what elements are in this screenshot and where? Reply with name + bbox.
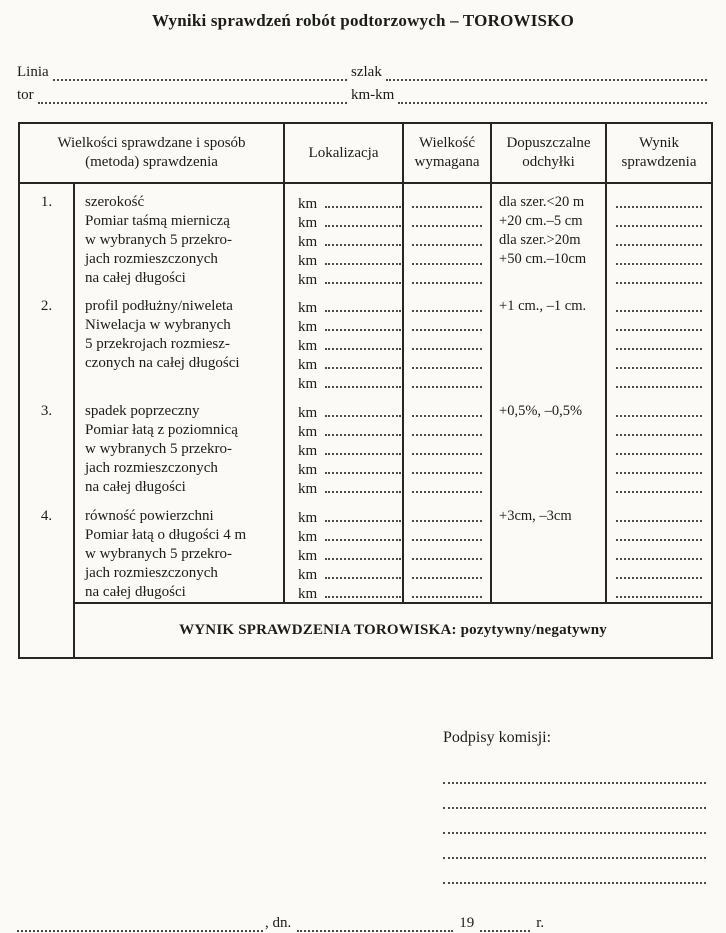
result-row-empty-cell (19, 603, 74, 658)
check-result-line (607, 478, 711, 497)
required-value-blank-dots (412, 507, 482, 522)
tor-label: tor (17, 87, 34, 103)
row-description-cell (74, 393, 284, 498)
row-location-cell (284, 183, 403, 288)
row-tolerance-cell (491, 393, 606, 498)
required-value-line (404, 421, 490, 440)
location-blank-dots (325, 316, 401, 331)
required-value-line (404, 212, 490, 231)
description-line: Niwelacja w wybranych (85, 317, 231, 333)
required-value-line (404, 354, 490, 373)
location-blank-dots (325, 440, 401, 455)
required-value-line (404, 440, 490, 459)
km-unit-label: km (298, 253, 318, 269)
check-result-blank-dots (616, 269, 702, 284)
row-number: 3. (40, 403, 53, 419)
check-result-line (607, 297, 711, 316)
description-line: 5 przekrojach rozmiesz- (85, 336, 230, 352)
check-result-blank-dots (616, 564, 702, 579)
location-line (285, 583, 402, 602)
required-value-blank-dots (412, 478, 482, 493)
required-value-line (404, 316, 490, 335)
km-unit-label: km (298, 215, 318, 231)
row-tolerance-cell (491, 183, 606, 288)
table-footer (19, 603, 712, 658)
km-unit-label: km (298, 234, 318, 250)
description-line (75, 373, 283, 392)
required-value-line (404, 583, 490, 602)
km-unit-label: km (298, 443, 318, 459)
row-number-cell (19, 498, 74, 603)
check-result-blank-dots (616, 316, 702, 331)
overall-result-text: WYNIK SPRAWDZENIA TOROWISKA: pozytywny/negatywny (74, 603, 712, 658)
header-allowed-deviations: Dopuszczalne odchyłki (491, 123, 606, 183)
row-number: 4. (40, 508, 53, 524)
tolerance-line (492, 564, 605, 583)
year-prefix: 19 (459, 915, 475, 931)
required-value-blank-dots (412, 193, 482, 208)
required-value-line (404, 507, 490, 526)
check-result-line (607, 250, 711, 269)
row-number: 2. (40, 298, 53, 314)
required-value-blank-dots (412, 440, 482, 455)
location-blank-dots (325, 564, 401, 579)
location-line (285, 250, 402, 269)
location-line (285, 526, 402, 545)
required-value-blank-dots (412, 316, 482, 331)
location-line (285, 212, 402, 231)
tolerance-line (492, 421, 605, 440)
szlak-label: szlak (351, 64, 382, 80)
dn-label: , dn. (265, 915, 292, 931)
signature-line (443, 784, 706, 809)
required-value-line (404, 459, 490, 478)
check-result-blank-dots (616, 231, 702, 246)
check-result-blank-dots (616, 354, 702, 369)
row-required-cell (403, 288, 491, 393)
header-check-result: Wynik sprawdzenia (606, 123, 712, 183)
row-result-cell (606, 393, 712, 498)
tolerance-line: +0,5%, –0,5% (499, 403, 583, 419)
km-unit-label: km (298, 376, 318, 392)
location-blank-dots (325, 402, 401, 417)
check-result-line (607, 564, 711, 583)
km-unit-label: km (298, 338, 318, 354)
signatures-block (443, 727, 706, 884)
check-result-blank-dots (616, 250, 702, 265)
row-location-cell (284, 288, 403, 393)
km-unit-label: km (298, 405, 318, 421)
description-line: na całej długości (85, 479, 186, 495)
required-value-blank-dots (412, 459, 482, 474)
row-result-cell (606, 498, 712, 603)
field-row-linia (17, 58, 711, 81)
table-row (19, 393, 712, 498)
location-blank-dots (325, 250, 401, 265)
check-result-line (607, 507, 711, 526)
tolerance-line: +50 cm.–10cm (499, 251, 587, 267)
required-value-line (404, 335, 490, 354)
location-line (285, 545, 402, 564)
km-unit-label: km (298, 510, 318, 526)
required-value-blank-dots (412, 373, 482, 388)
check-result-blank-dots (616, 402, 702, 417)
km-unit-label: km (298, 196, 318, 212)
required-value-blank-dots (412, 564, 482, 579)
location-line (285, 459, 402, 478)
required-value-line (404, 402, 490, 421)
check-result-line (607, 354, 711, 373)
signature-line (443, 834, 706, 859)
required-value-line (404, 526, 490, 545)
required-value-line (404, 478, 490, 497)
check-result-line (607, 583, 711, 602)
date-blank-line (297, 918, 453, 932)
location-blank-dots (325, 231, 401, 246)
tolerance-line: dla szer.>20m (499, 232, 581, 248)
km-unit-label: km (298, 567, 318, 583)
description-line: spadek poprzeczny (85, 403, 200, 419)
tolerance-line (492, 354, 605, 373)
table-row (19, 288, 712, 393)
tolerance-line (492, 459, 605, 478)
table-header (19, 123, 712, 183)
required-value-line (404, 297, 490, 316)
tolerance-line (492, 316, 605, 335)
location-line (285, 564, 402, 583)
required-value-blank-dots (412, 402, 482, 417)
description-line: na całej długości (85, 270, 186, 286)
check-result-line (607, 373, 711, 392)
location-line (285, 335, 402, 354)
table-row (19, 183, 712, 288)
required-value-blank-dots (412, 526, 482, 541)
location-line (285, 421, 402, 440)
location-line (285, 354, 402, 373)
required-value-line (404, 373, 490, 392)
row-result-cell (606, 183, 712, 288)
km-unit-label: km (298, 319, 318, 335)
linia-blank-line (53, 66, 347, 81)
check-result-line (607, 545, 711, 564)
location-blank-dots (325, 583, 401, 598)
location-line (285, 297, 402, 316)
check-result-blank-dots (616, 545, 702, 560)
location-blank-dots (325, 507, 401, 522)
row-number: 1. (40, 194, 53, 210)
check-result-blank-dots (616, 193, 702, 208)
tolerance-line (492, 440, 605, 459)
check-result-blank-dots (616, 440, 702, 455)
required-value-line (404, 564, 490, 583)
description-line: w wybranych 5 przekro- (85, 546, 233, 562)
required-value-blank-dots (412, 231, 482, 246)
header-checked-line1: Wielkości sprawdzane i sposób (57, 135, 246, 151)
page-title: Wyniki sprawdzeń robót podtorzowych – TOROWISKO (151, 11, 575, 30)
location-line (285, 478, 402, 497)
header-required-value: Wielkość wymagana (403, 123, 491, 183)
place-blank-line (17, 918, 263, 932)
row-result-cell (606, 288, 712, 393)
check-result-blank-dots (616, 459, 702, 474)
check-result-blank-dots (616, 526, 702, 541)
check-result-blank-dots (616, 421, 702, 436)
check-result-blank-dots (616, 335, 702, 350)
check-result-blank-dots (616, 212, 702, 227)
table-row (19, 498, 712, 603)
description-line: na całej długości (85, 584, 186, 600)
description-line: w wybranych 5 przekro- (85, 232, 233, 248)
location-blank-dots (325, 212, 401, 227)
required-value-blank-dots (412, 354, 482, 369)
row-description-cell (74, 183, 284, 288)
tolerance-line (492, 335, 605, 354)
description-line: jach rozmieszczonych (85, 460, 218, 476)
linia-label: Linia (17, 64, 49, 80)
check-result-line (607, 402, 711, 421)
check-result-blank-dots (616, 583, 702, 598)
signature-lines (443, 759, 706, 884)
row-location-cell (284, 393, 403, 498)
check-result-line (607, 335, 711, 354)
row-description-cell (74, 288, 284, 393)
tor-blank-line (38, 89, 347, 104)
location-blank-dots (325, 545, 401, 560)
tolerance-line: +20 cm.–5 cm (499, 213, 583, 229)
location-blank-dots (325, 193, 401, 208)
check-result-line (607, 421, 711, 440)
signature-line (443, 759, 706, 784)
check-result-line (607, 212, 711, 231)
required-value-blank-dots (412, 421, 482, 436)
description-line: Pomiar łatą o długości 4 m (85, 527, 247, 543)
check-result-line (607, 231, 711, 250)
header-fields (17, 58, 711, 104)
year-suffix: r. (536, 915, 545, 931)
row-required-cell (403, 183, 491, 288)
check-result-line (607, 459, 711, 478)
required-value-blank-dots (412, 212, 482, 227)
row-tolerance-cell (491, 288, 606, 393)
date-line (17, 914, 557, 932)
description-line: równość powierzchni (85, 508, 214, 524)
description-line: czonych na całej długości (85, 355, 240, 371)
location-line (285, 507, 402, 526)
signature-line (443, 859, 706, 884)
description-line: szerokość (85, 194, 145, 210)
check-result-blank-dots (616, 297, 702, 312)
location-line (285, 316, 402, 335)
location-line (285, 231, 402, 250)
location-blank-dots (325, 526, 401, 541)
required-value-blank-dots (412, 269, 482, 284)
required-value-line (404, 231, 490, 250)
description-line: jach rozmieszczonych (85, 565, 218, 581)
location-blank-dots (325, 459, 401, 474)
check-result-line (607, 440, 711, 459)
km-unit-label: km (298, 481, 318, 497)
row-required-cell (403, 393, 491, 498)
header-checked-quantities (19, 123, 284, 183)
required-value-blank-dots (412, 583, 482, 598)
km-unit-label: km (298, 300, 318, 316)
tolerance-line: dla szer.<20 m (499, 194, 585, 210)
szlak-blank-line (386, 66, 707, 81)
row-tolerance-cell (491, 498, 606, 603)
header-location: Lokalizacja (284, 123, 403, 183)
description-line: w wybranych 5 przekro- (85, 441, 233, 457)
description-line: Pomiar taśmą mierniczą (85, 213, 230, 229)
required-value-blank-dots (412, 545, 482, 560)
tolerance-line (492, 583, 605, 602)
description-line: jach rozmieszczonych (85, 251, 218, 267)
field-linia (17, 63, 351, 81)
required-value-blank-dots (412, 250, 482, 265)
row-number-cell (19, 183, 74, 288)
required-value-line (404, 250, 490, 269)
location-blank-dots (325, 478, 401, 493)
required-value-line (404, 545, 490, 564)
km-unit-label: km (298, 529, 318, 545)
location-blank-dots (325, 421, 401, 436)
km-unit-label: km (298, 462, 318, 478)
location-blank-dots (325, 335, 401, 350)
check-results-table (18, 122, 713, 659)
km-unit-label: km (298, 272, 318, 288)
tolerance-line (492, 373, 605, 392)
location-blank-dots (325, 297, 401, 312)
check-result-line (607, 269, 711, 288)
km-unit-label: km (298, 357, 318, 373)
km-unit-label: km (298, 548, 318, 564)
check-result-blank-dots (616, 478, 702, 493)
field-tor (17, 86, 351, 104)
year-blank-line (480, 918, 530, 932)
field-row-tor (17, 81, 711, 104)
tolerance-line (492, 545, 605, 564)
signatures-label: Podpisy komisji: (443, 729, 552, 746)
location-line (285, 269, 402, 288)
description-line: profil podłużny/niweleta (85, 298, 233, 314)
kmkm-label: km-km (351, 87, 395, 103)
required-value-blank-dots (412, 335, 482, 350)
tolerance-line: +1 cm., –1 cm. (499, 298, 587, 314)
location-line (285, 440, 402, 459)
description-line: Pomiar łatą z poziomnicą (85, 422, 238, 438)
tolerance-line (492, 269, 605, 288)
required-value-blank-dots (412, 297, 482, 312)
check-result-line (607, 526, 711, 545)
tolerance-line: +3cm, –3cm (499, 508, 572, 524)
check-result-line (607, 193, 711, 212)
row-required-cell (403, 498, 491, 603)
signature-line (443, 809, 706, 834)
check-result-blank-dots (616, 373, 702, 388)
km-unit-label: km (298, 424, 318, 440)
required-value-line (404, 193, 490, 212)
tolerance-line (492, 478, 605, 497)
location-line (285, 373, 402, 392)
tolerance-line (492, 526, 605, 545)
check-result-blank-dots (616, 507, 702, 522)
location-blank-dots (325, 373, 401, 388)
row-number-cell (19, 288, 74, 393)
row-number-cell (19, 393, 74, 498)
table-body (19, 183, 712, 603)
location-blank-dots (325, 269, 401, 284)
required-value-line (404, 269, 490, 288)
location-line (285, 402, 402, 421)
header-checked-line2: (metoda) sprawdzenia (85, 154, 218, 170)
check-result-line (607, 316, 711, 335)
result-row (19, 603, 712, 658)
row-description-cell (74, 498, 284, 603)
kmkm-blank-line (398, 89, 707, 104)
location-blank-dots (325, 354, 401, 369)
km-unit-label: km (298, 586, 318, 602)
location-line (285, 193, 402, 212)
row-location-cell (284, 498, 403, 603)
